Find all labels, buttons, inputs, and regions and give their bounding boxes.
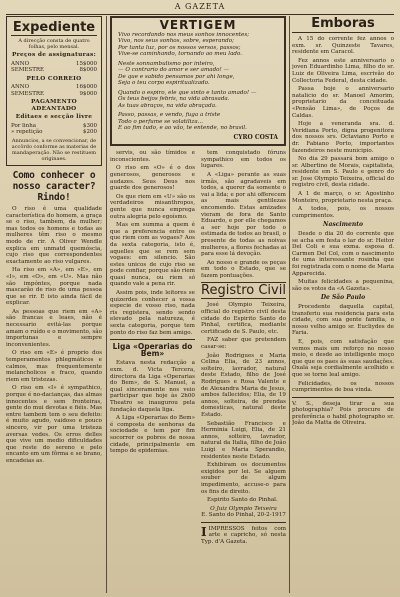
poem-signature: CYRO COSTA bbox=[233, 133, 278, 141]
expediente-box bbox=[6, 16, 102, 166]
price-row: ANNO 15$000 bbox=[11, 60, 97, 67]
column-right bbox=[292, 16, 394, 429]
middle-subcolumns bbox=[110, 150, 286, 547]
article-paragraph: servis, ou são tímidos e inconscientes. bbox=[110, 150, 195, 163]
pelo-correio-title: PELO CORREIO bbox=[26, 75, 82, 82]
price-row: SEMESTRE 8$000 bbox=[11, 67, 97, 74]
poem-stanza: Neste sonnambulismo por inteiro, — O contrario do amor e ser amado! — De que e sabido pensamos por ahi longe, Seja o teu corpo espiritualizado. bbox=[118, 60, 235, 87]
sao-paulo-paragraph: Procedente daquella capital, transferiu sua residencia para esta cidade, com sua gente familia, o nosso velho amigo sr. Eucliydes de Faria. bbox=[292, 303, 394, 337]
riso-headline: Como conhecer o nosso caracter? Rindo! bbox=[12, 169, 96, 203]
emboras-paragraph: A todos, pois, os nossos cumprimentos. bbox=[292, 206, 394, 219]
registro-paragraph: Exhibiram os documentos exigidos por lei. Se alguem souber de algum impedimento, accuse-o para os fins de direito. bbox=[201, 462, 286, 495]
emboras-paragraph: A 1 de março, o sr. Agostinho Monteiro, proprietario nesta praça. bbox=[292, 191, 394, 204]
riso-paragraph: O riso em «I» é sympathico, porque é no-dacianças, das almas innocentes e sem fronteiras, gente do mui devotas e fiéis. Mas entre tambem tem o seu defeito: é muito agudo, vaidoso e pouco sincero, vir por uma tristeza aversas vedes. Os erros delles que vive um medio dificuldades que reste do sereno e pelo encanto em um fôrma e se brano, encadeias as. bbox=[6, 385, 102, 464]
article-paragraph: A «Liga» perante as suas irmãs, são agradaveis em todos, a querer da somente o vai a lida; e por ahi offerecem as mais gentilezas encomendo. Estas amizades vieram de fora de Santo Eduardo, e por elle chegamos a ser hoje por todo o estimada de todos ao brasil, o presente de todas as noivas mulheres, a flores fechadas ai para esse lá devoção. bbox=[201, 171, 286, 258]
precos-title: Preços de assignaturas: bbox=[11, 52, 97, 58]
masthead-rule bbox=[6, 14, 394, 15]
registro-paragraph: José Olympio Teixeira, official do registro civil desta cidade do Espirito Santo do Pinhal, certifica, mediante certificado de S. Paulo, etc. bbox=[201, 302, 286, 335]
nascimento-paragraph: Desde o dia 20 do corrente que se acha em festa o lar do sr. Heitor Del Coli e sua exma. esposa d. Carmen Del Col, com o nascimento de uma interessante rosinha que foi registrada com o nome de Maria Apparecida. bbox=[292, 231, 394, 277]
liga-title: Liga «Operarias do Bem» bbox=[112, 342, 193, 358]
liga-paragraph: A Liga «Operarias do Bem» é composta de senhoras da sociedade e tem por fim socorrer os pobres de nossa cidade, principalmente em tempo de epidemias. bbox=[110, 415, 195, 455]
nascimento-title: Nascimento bbox=[323, 221, 363, 229]
registro-signature: O Juiz Olympio Teixeira bbox=[210, 505, 277, 512]
riso-paragraph: O riso é uma qualidade característica do homem, a graça se o riso, tambem, da mulher; mas todos os homens e todas as mulheres têm riso o mesmo modo de rir. A Oliver Wendle explica em unmatd quemóscia, cujo riso que correspondentes exactamente ao riso vulgares. bbox=[6, 205, 102, 265]
section-rule bbox=[292, 397, 394, 398]
photographo-notice: V. S., deseja tirar a sua photographia? Pois procure de preferência o habil photographo sr. João da Matta de Oliveira. bbox=[292, 400, 394, 427]
vertigem-poem-frame bbox=[110, 16, 286, 146]
riso-paragraph: As pessoas que riem em «A» são francas e leaes, não é necessario evitá-las porque amam o ruído e o movimento, são importunas e sempre inconvenientes. bbox=[6, 308, 102, 348]
edital-title: Editaes e secção livre bbox=[15, 114, 93, 121]
column-left bbox=[6, 16, 102, 467]
registro-date: E. Santo do Pinhal, 20-2-1917 bbox=[201, 512, 286, 519]
article-paragraph: tem conquistado fóruns sympathico em todos os lugares. bbox=[201, 150, 286, 170]
poem-stanza: Quando o espiro, ele que sinto e tanto amado! — Os teus beijos febris, na vida abrasada. As tuas abraços, na vida abraçada. bbox=[118, 89, 257, 109]
middle-subcolumn-right bbox=[201, 150, 286, 547]
sao-paulo-paragraph: Felicidades, os nossos cumprimentos de boa vinda. bbox=[292, 380, 394, 394]
masthead-title: A GAZETA bbox=[174, 2, 226, 11]
article-paragraph: Os que riem em «U» são os verdadeiros misanthropos, gente que nunca emprega outra alegria pelo egoísmo. bbox=[110, 193, 195, 220]
emboras-title: Emboras bbox=[292, 16, 394, 33]
article-paragraph: O riso em «O» é o dos generosos, generosos e audazes. Seus Deus nos guarde dos generosos! bbox=[110, 165, 195, 192]
poem-stanza: Passo, passas, e vendo, fuga a triste Todo o perfume se volatiliza... E ao fim tudo, e ao vão, te entende, no brasil. bbox=[118, 112, 247, 132]
price-row: SEMESTRE 9$000 bbox=[11, 90, 97, 97]
liga-paragraph: Estava nesta redacção a exm. d. Victa Tercera, directora da Liga «Operarias do Bem», de S. Manuel, a qual sinceramente nos veio participar que hoje às 2h00 Theatro se inaugurou pela fundação daquela liga. bbox=[110, 360, 195, 413]
impressos-notice: IIMPRESSOS feitos com arte e capricho, só nesta Typ. d'A Gazeta. bbox=[201, 524, 286, 546]
emboras-paragraph: No dia 29 passará bom amigo o sr. Albertino de Morais, capitalista, residente em S. Paulo e genro do sr. Jose Olympio Teixeira, official do registro civil, desta cidade. bbox=[292, 156, 394, 189]
riso-paragraph: Ha riso em «A», em «E», em «I», em «O», em «U». Mas não são impóntes, porque nada mascarão de riso de uma pessoa que se rir. E isto ainda fácil de explicar. bbox=[6, 267, 102, 307]
vertigem-title: VERTIGEM bbox=[159, 18, 237, 32]
price-row: ANNO 16$000 bbox=[11, 84, 97, 91]
registro-paragraph: FAZ saber que pretendem casar-se: bbox=[201, 337, 286, 351]
emboras-paragraph: A 15 do corrente fez annos o exm. sr. Quinzeste Tavares, residente em Caracol. bbox=[292, 36, 394, 56]
middle-subcolumn-left bbox=[110, 150, 195, 547]
registro-paragraph: Espirito Santo do Pinhal. bbox=[207, 497, 278, 504]
emboras-paragraph: Passa hoje o anniversario natalicio do sr. Manoel Amorim, proprietario da conceituada «Pensão Lima», de Poços de Caldas. bbox=[292, 86, 394, 119]
riso-paragraph: O riso em «E» é proprio dos temperamentos phlegmáticos e calmos, mas frequentemente melancholicos e fraco, quando riem em tristezas. bbox=[6, 350, 102, 383]
sao-paulo-title: De São Paulo bbox=[320, 294, 366, 302]
price-row: » repetição $200 bbox=[11, 129, 97, 136]
sao-paulo-paragraph: E, pois, com satisfação que vemos mais um reforço no nosso meio, e desde ao intelligente moço que que os paes ás suas saudações. Oxalá seja cordialmente acolhido e que se torne leal amigo. bbox=[292, 338, 394, 378]
article-paragraph: Ao nosso e grande os peças em todo o Estado, que se fazem pontuações. bbox=[201, 259, 286, 279]
expediente-lead: A direcção consta de quatro folhas, pelo mensal. bbox=[18, 38, 90, 50]
pagamento-label: PAGAMENTO ADEANTADO bbox=[30, 99, 78, 112]
price-row: Por linha $300 bbox=[11, 122, 97, 129]
nascimento-paragraph: Muitas felicidades a pequenina, são os votos da «A Gazeta». bbox=[292, 279, 394, 292]
article-paragraph: Mas em summa a quem é que a preferencia entre os que riem com as vogaes? Aos da sexta categoria, isto é, aquelles que se rem sem vogaes: em silencio. São estes unicos de cujo riso se pode confiar, porque são riem quasi nunca, ou riem só quando vale a pena rir. bbox=[110, 222, 195, 288]
emboras-paragraph: Hoje a veneranda sra. d. Veridiana Porto, digna progenitora dos nossos srs. Octaviano Porto e dr. Fabiano Porto, importantes fazendeiros neste municipio. bbox=[292, 121, 394, 154]
column-divider bbox=[289, 16, 290, 593]
poem-stanza: Vivo recordando nos meus sonhos innocentes; Vivo, nos seus sonhos, sobre, esperando; Por tanta luz, por os nossos versos, passos; Vive-se caminhando, tornando ao meu lado. bbox=[118, 31, 250, 58]
emboras-paragraph: Fez annos este anniversario o joven Eduardinho Lima, filho do sr. Luiz de Oliveira Lima, escrivão do Collectoria Federal, desta cidade. bbox=[292, 57, 394, 84]
registro-civil-title: Registro Civil bbox=[201, 283, 286, 299]
article-paragraph: Assim pois, inde leitores se quizerdes conhecer a vossa especie de vosso riso, nada ris registera, sendo sendo elevado pela natureza, é sexta categoria, porque tem ponto do riso faz bem amigo. bbox=[110, 290, 195, 336]
column-divider bbox=[106, 16, 107, 593]
registro-paragraph: João Rodrigues e Maria Celina Elia, de 23 annos, solteiro, lavrador, natural deste Estado, filho de José Rodrigues e Rosa Valente e de Alexandra Maria de Jesus, ambos fallecidos; Elia, de 19 annos, solteira, de prendas domesticas, natural deste Estado. bbox=[201, 352, 286, 418]
masthead bbox=[0, 0, 400, 14]
expediente-note: Annuncios, a se convencionar, de accôrdo conforme as materias de mandaperação. Não se restituem originaes. bbox=[11, 137, 97, 162]
expediente-title: Expediente bbox=[12, 20, 96, 35]
vertigem-poem bbox=[118, 32, 278, 132]
section-rule bbox=[110, 339, 195, 340]
registro-paragraph: Sebastião Francisco e Herminia Luigi, Elia, de 21 annos, solteiro, lavrador, natural da Italia, filho de João Luigi e Maria Sperandio, residentes neste Estado. bbox=[201, 420, 286, 460]
section-rule bbox=[201, 522, 286, 523]
column-middle bbox=[110, 16, 286, 548]
